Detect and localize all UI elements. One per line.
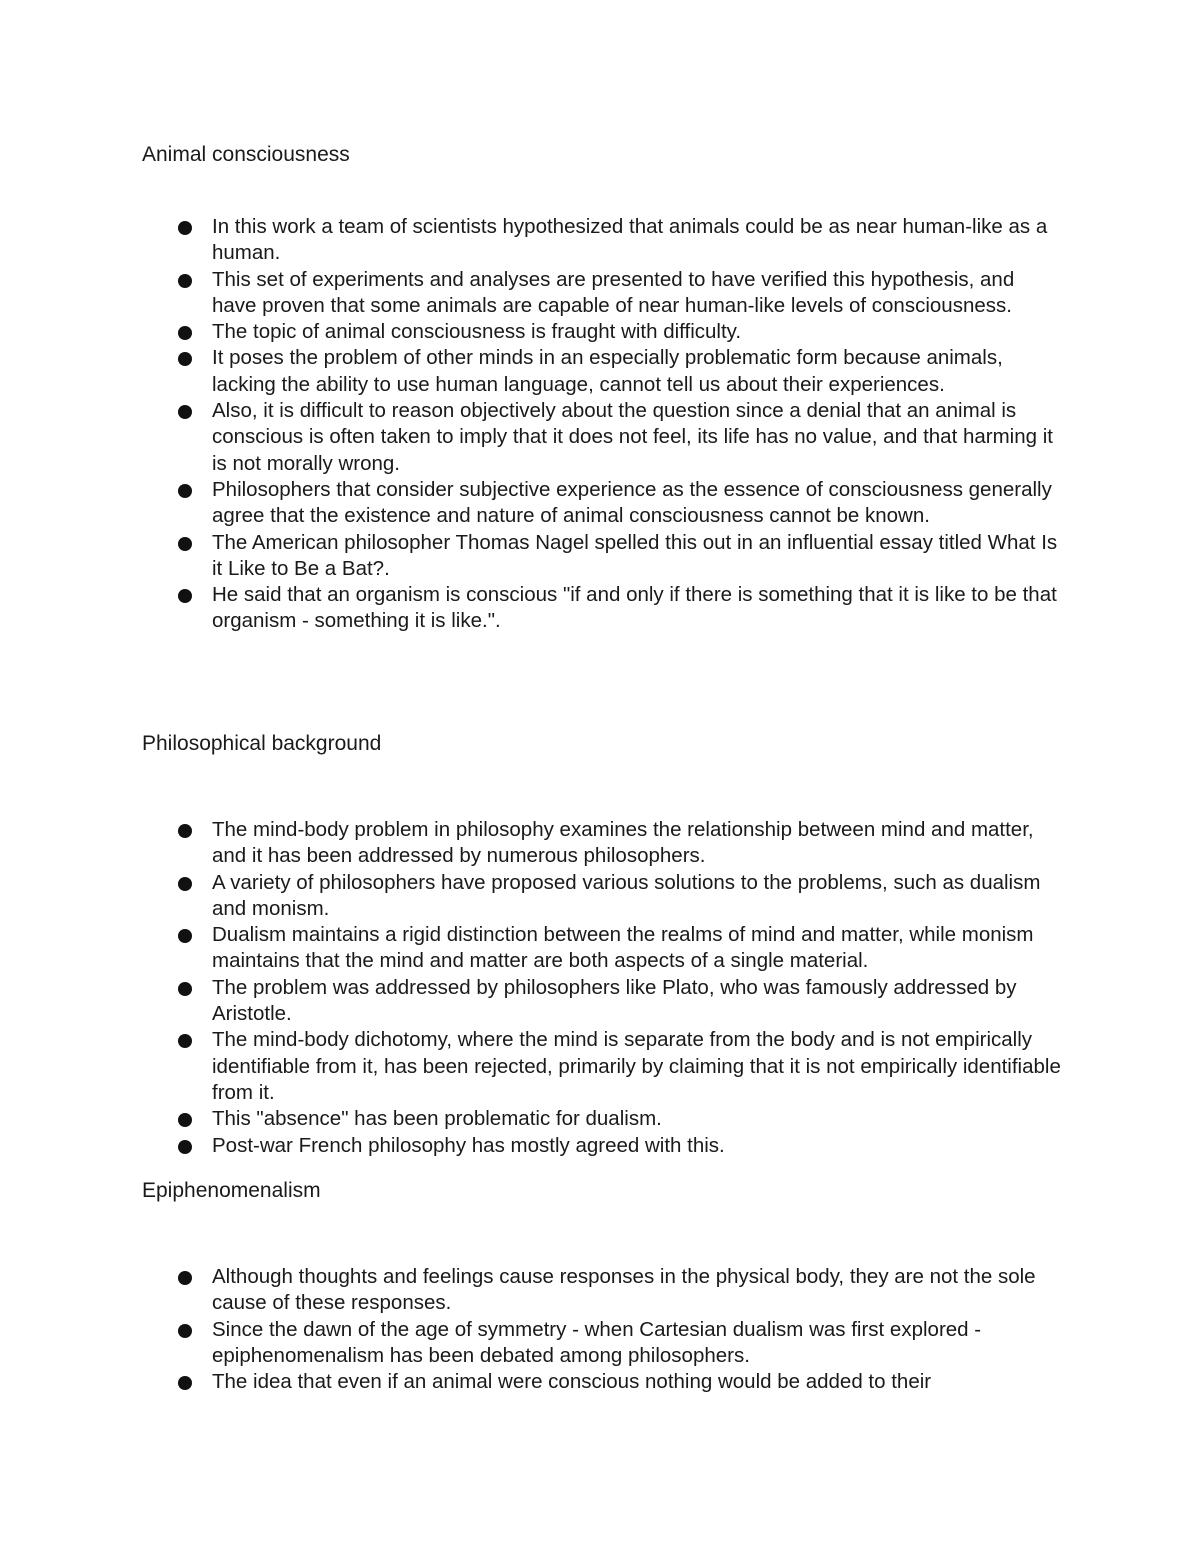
list-item — [142, 1133, 1062, 1159]
bullet-icon — [178, 221, 192, 235]
bullet-list — [142, 817, 1062, 1159]
list-item — [142, 1106, 1062, 1132]
bullet-icon — [178, 326, 192, 340]
list-item — [142, 530, 1062, 583]
bullet-icon — [178, 877, 192, 891]
bullet-icon — [178, 824, 192, 838]
list-item-text: Philosophers that consider subjective experience as the essence of consciousness generally agree that the existence and nature of animal consciousness cannot be known. — [212, 477, 1052, 528]
list-item — [142, 975, 1062, 1028]
list-item — [142, 319, 1062, 345]
bullet-icon — [178, 274, 192, 288]
list-item — [142, 1027, 1062, 1106]
list-item — [142, 345, 1062, 398]
section-heading: Philosophical background — [142, 732, 382, 755]
list-item-text: This set of experiments and analyses are presented to have verified this hypothesis, and have proven that some animals are capable of near human-like levels of consciousness. — [212, 267, 1015, 317]
bullet-icon — [178, 1113, 192, 1127]
list-item — [142, 267, 1062, 320]
list-item-text: Post-war French philosophy has mostly agreed with this. — [212, 1133, 725, 1157]
section-philosophical-background — [142, 731, 1062, 1159]
list-item — [142, 1369, 1062, 1395]
list-item — [142, 398, 1062, 477]
list-item-text: The mind-body dichotomy, where the mind is separate from the body and is not empirically identifiable from it, has been rejected, primarily by claiming that it is not empirically identifiable from it. — [212, 1028, 1061, 1104]
list-item-text: The topic of animal consciousness is fraught with difficulty. — [212, 320, 742, 344]
list-item-text: Although thoughts and feelings cause responses in the physical body, they are not the sole cause of these responses. — [212, 1265, 1036, 1315]
bullet-list — [142, 214, 1062, 635]
list-item — [142, 477, 1062, 530]
section-heading: Epiphenomenalism — [142, 1179, 321, 1202]
bullet-icon — [178, 405, 192, 419]
bullet-icon — [178, 1324, 192, 1338]
bullet-icon — [178, 982, 192, 996]
list-item — [142, 214, 1062, 267]
list-item-text: It poses the problem of other minds in an especially problematic form because animals, lacking the ability to use human language, cannot tell us about their experiences. — [212, 346, 1003, 396]
bullet-icon — [178, 1034, 192, 1048]
list-item — [142, 582, 1062, 635]
list-item-text: The problem was addressed by philosophers like Plato, who was famously addressed by Aristotle. — [212, 975, 1017, 1026]
list-item-text: A variety of philosophers have proposed various solutions to the problems, such as dualism and monism. — [212, 870, 1041, 920]
bullet-icon — [178, 589, 192, 603]
section-animal-consciousness — [142, 142, 1062, 635]
list-item-text: Also, it is difficult to reason objectively about the question since a denial that an animal is conscious is often taken to imply that it does not feel, its life has no value, and that harming it is not morally wrong. — [212, 399, 1053, 475]
section-epiphenomenalism — [142, 1178, 1062, 1395]
list-item-text: The American philosopher Thomas Nagel spelled this out in an influential essay titled What Is it Like to Be a Bat?. — [212, 530, 1058, 580]
bullet-list — [142, 1264, 1062, 1395]
bullet-icon — [178, 1271, 192, 1285]
list-item-text: In this work a team of scientists hypothesized that animals could be as near human-like as a human. — [212, 215, 1048, 265]
list-item — [142, 1264, 1062, 1317]
list-item-text: The idea that even if an animal were conscious nothing would be added to their — [212, 1370, 932, 1394]
bullet-icon — [178, 929, 192, 943]
list-item — [142, 922, 1062, 975]
list-item-text: Since the dawn of the age of symmetry - when Cartesian dualism was first explored - epiphenomenalism has been debated among philosophers. — [212, 1317, 982, 1367]
list-item — [142, 1317, 1062, 1370]
list-item-text: Dualism maintains a rigid distinction between the realms of mind and matter, while monism maintains that the mind and matter are both aspects of a single material. — [212, 923, 1034, 973]
list-item — [142, 870, 1062, 923]
list-item-text: This "absence" has been problematic for dualism. — [212, 1107, 662, 1131]
bullet-icon — [178, 537, 192, 551]
bullet-icon — [178, 484, 192, 498]
list-item-text: The mind-body problem in philosophy examines the relationship between mind and matter, and it has been addressed by numerous philosophers. — [212, 818, 1034, 868]
list-item-text: He said that an organism is conscious "if and only if there is something that it is like to be that organism - something it is like.". — [212, 583, 1057, 633]
bullet-icon — [178, 352, 192, 366]
bullet-icon — [178, 1376, 192, 1390]
bullet-icon — [178, 1140, 192, 1154]
list-item — [142, 817, 1062, 870]
section-heading: Animal consciousness — [142, 143, 350, 166]
